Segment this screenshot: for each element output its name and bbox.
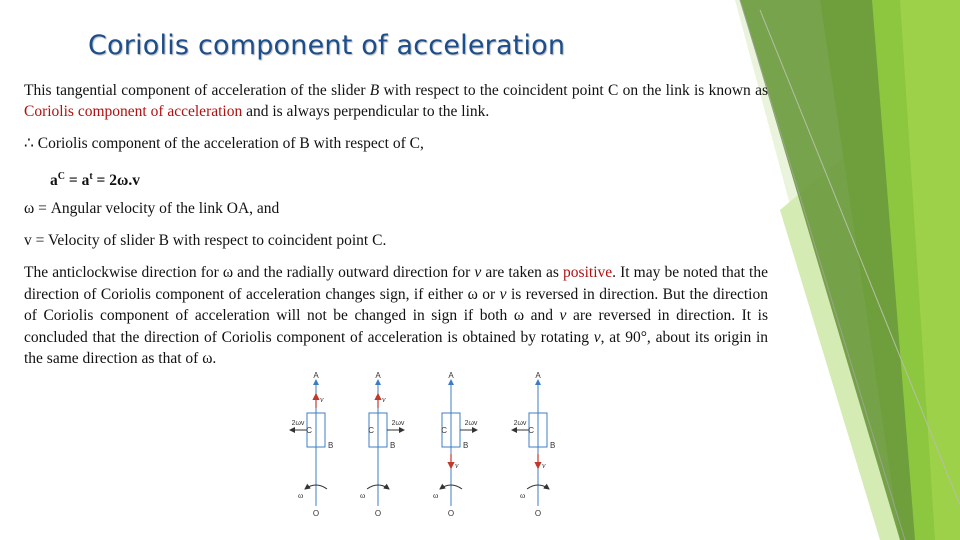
label-b: B xyxy=(550,441,556,450)
label-omega: ω xyxy=(360,491,366,500)
paragraph-definition: This tangential component of acceleration of the slider B with respect to the coincident point C on the link is known as Coriolis component of acceleration and is always perpendicular to the link. xyxy=(24,82,768,120)
label-v: v xyxy=(382,395,386,404)
slide-title: Coriolis component of acceleration xyxy=(88,30,566,61)
label-v: v xyxy=(455,461,459,470)
label-a: A xyxy=(375,371,381,380)
label-b: B xyxy=(463,441,469,450)
highlight-term: Coriolis component of acceleration xyxy=(24,103,243,120)
label-2wv: 2ωv xyxy=(464,420,478,427)
label-o: O xyxy=(312,509,320,518)
label-a: A xyxy=(448,371,454,380)
label-a: A xyxy=(313,371,319,380)
label-a: A xyxy=(535,371,541,380)
label-b: B xyxy=(328,441,334,450)
label-omega: ω xyxy=(520,491,526,500)
label-c: C xyxy=(441,426,447,435)
label-2wv: 2ωv xyxy=(391,420,405,427)
label-2wv: 2ωv xyxy=(291,420,305,427)
label-2wv: 2ωv xyxy=(513,420,527,427)
label-o: O xyxy=(374,509,382,518)
omega-definition: ω = Angular velocity of the link OA, and xyxy=(24,200,280,217)
label-o: O xyxy=(534,509,542,518)
coriolis-diagram xyxy=(270,368,590,518)
label-c: C xyxy=(528,426,534,435)
label-b: B xyxy=(390,441,396,450)
paragraph-therefore: ∴ Coriolis component of the acceleration of B with respect of C, xyxy=(24,135,424,152)
formula: $a^C = a^t = 2\omega.v$ xyxy=(50,171,140,190)
label-c: C xyxy=(368,426,374,435)
label-o: O xyxy=(447,509,455,518)
label-omega: ω xyxy=(298,491,304,500)
label-omega: ω xyxy=(433,491,439,500)
label-c: C xyxy=(306,426,312,435)
highlight-positive: positive xyxy=(563,264,613,281)
label-v: v xyxy=(542,461,546,470)
paragraph-direction: The anticlockwise direction for ω and the radially outward direction for v are taken as positive. It may be noted that the direction of Coriolis component of acceleration changes sign, if either ω or v is reversed in direction. But the direction of Coriolis component of acceleration will not be changed in sign if both ω and v are reversed in direction. It is concluded that the direction of Coriolis component of acceleration is obtained by rotating v, at 90°, about its origin in the same direction as that of ω. xyxy=(24,264,769,367)
velocity-definition: v = Velocity of slider B with respect to coincident point C. xyxy=(24,232,387,249)
label-v: v xyxy=(320,395,324,404)
